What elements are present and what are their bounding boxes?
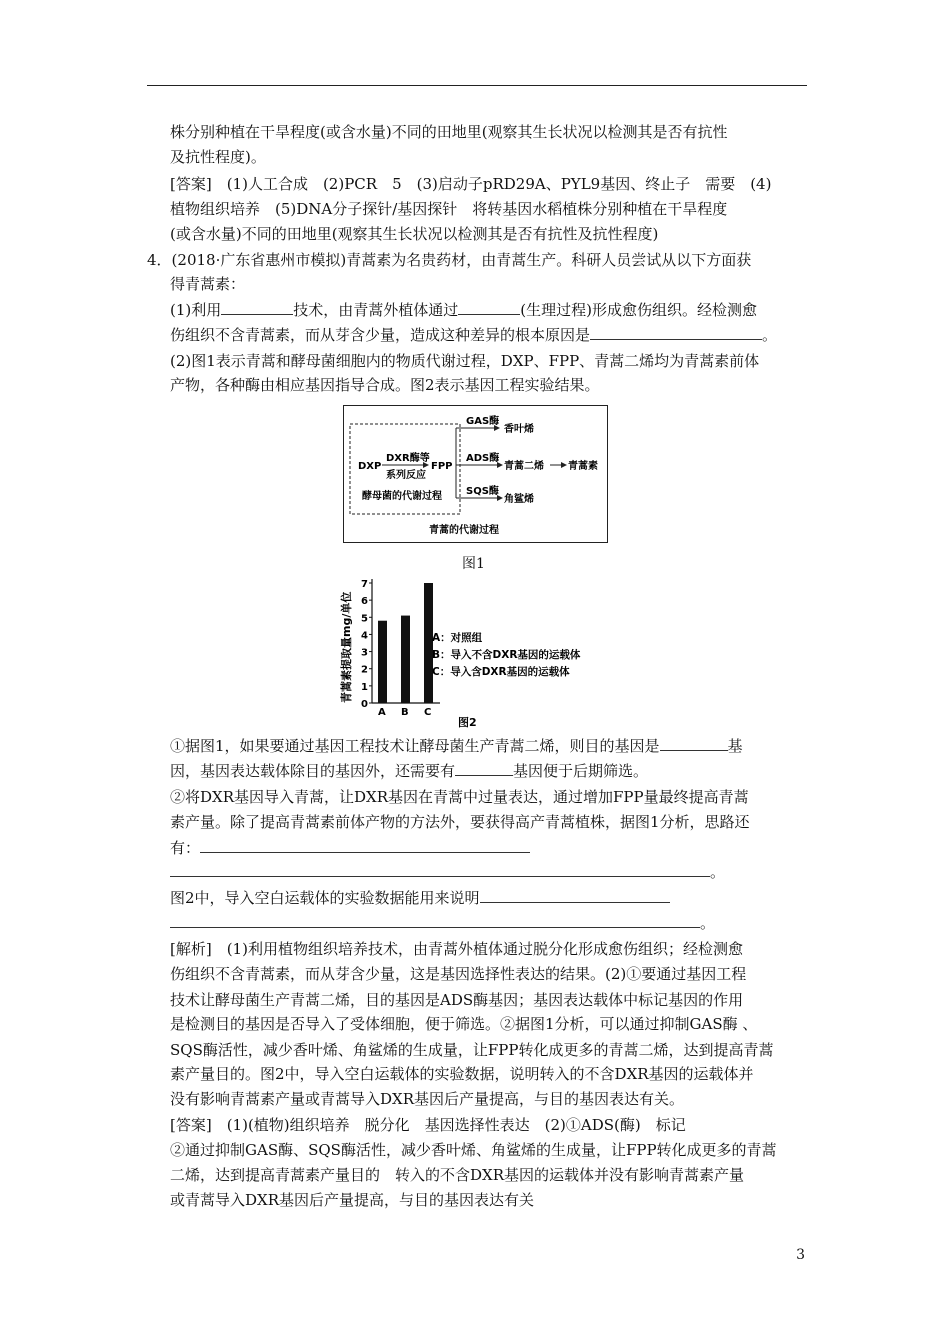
artemisinin-product: 青蒿素 xyxy=(568,461,598,472)
question-part1 xyxy=(170,300,757,320)
text-segment: 基 xyxy=(727,737,743,755)
amorphadiene-product: 青蒿二烯 xyxy=(504,461,544,472)
legend-entry: B：导入不含DXR基因的运载体 xyxy=(432,649,581,661)
fpp-label: FPP xyxy=(431,461,453,472)
bar-B xyxy=(401,616,410,703)
text-segment: 技术，由青蒿外植体通过 xyxy=(293,301,459,319)
x-tick-label: B xyxy=(401,707,409,718)
analysis-line: [解析] (1)利用植物组织培养技术，由青蒿外植体通过脱分化形成愈伤组织；经检测愈 xyxy=(170,940,743,958)
question-part2: 产物，各种酶由相应基因指导合成。图2表示基因工程实验结果。 xyxy=(170,376,600,394)
y-tick-label: 6 xyxy=(361,596,368,608)
fig2-question xyxy=(170,913,715,933)
sub-question1 xyxy=(170,761,648,781)
text-segment: (生理过程)形成愈伤组织。经检测愈 xyxy=(520,301,757,319)
answer-line: [答案] (1)人工合成 (2)PCR 5 (3)启动子pRD29A、PYL9基因、终止子 需要 (4) xyxy=(170,175,772,193)
text-segment: (1)利用 xyxy=(170,301,222,319)
analysis-line: 没有影响青蒿素产量或青蒿导入DXR基因后产量提高，与目的基因表达有关。 xyxy=(170,1090,685,1108)
text-segment: 图2中，导入空白运载体的实验数据能用来说明 xyxy=(170,889,480,907)
x-tick-label: A xyxy=(378,707,386,718)
analysis-line: 素产量目的。图2中，导入空白运载体的实验数据，说明转入的不含DXR基因的运载体并 xyxy=(170,1065,754,1083)
answer-blank[interactable] xyxy=(458,300,520,315)
text-segment: 因，基因表达载体除目的基因外，还需要有 xyxy=(170,762,456,780)
figure1-caption: 图1 xyxy=(462,556,485,572)
answer-line: (或含水量)不同的田地里(观察其生长状况以检测其是否有抗性及抗性程度) xyxy=(170,225,659,243)
squalene-product: 角鲨烯 xyxy=(504,494,534,505)
figure2-chart xyxy=(336,575,636,735)
y-tick-label: 3 xyxy=(361,647,368,659)
answer-line: [答案] (1)(植物)组织培养 脱分化 基因选择性表达 (2)①ADS(酶) 标记 xyxy=(170,1116,686,1134)
text-segment: 。 xyxy=(762,326,778,344)
x-tick-label: C xyxy=(424,707,432,718)
y-tick-label: 7 xyxy=(361,579,368,590)
dxp-label: DXP xyxy=(358,461,382,472)
answer-line: ②通过抑制GAS酶、SQS酶活性，减少香叶烯、角鲨烯的生成量，让FPP转化成更多的青蒿 xyxy=(170,1141,777,1159)
y-tick-label: 2 xyxy=(361,664,368,676)
y-tick-label: 1 xyxy=(361,681,368,693)
legend-entry: C：导入含DXR基因的运载体 xyxy=(432,666,570,678)
analysis-line: 技术让酵母菌生产青蒿二烯，目的基因是ADS酶基因；基因表达载体中标记基因的作用 xyxy=(170,991,744,1009)
ads-enzyme-label: ADS酶 xyxy=(466,453,500,464)
header-rule xyxy=(147,85,807,86)
bar-A xyxy=(378,621,387,703)
analysis-line: 是检测目的基因是否导入了受体细胞，便于筛选。②据图1分析，可以通过抑制GAS酶 、 xyxy=(170,1015,758,1033)
question-part1 xyxy=(170,325,777,345)
text-line: 株分别种植在干旱程度(或含水量)不同的田地里(观察其生长状况以检测其是否有抗性 xyxy=(170,123,728,141)
answer-blank[interactable] xyxy=(170,862,710,877)
yeast-label: 酵母菌的代谢过程 xyxy=(362,491,442,502)
answer-blank[interactable] xyxy=(480,888,670,903)
answer-blank[interactable] xyxy=(455,761,513,776)
text-segment: 伤组织不含青蒿素，而从芽含少量，造成这种差异的根本原因是 xyxy=(170,326,591,344)
answer-blank[interactable] xyxy=(200,838,530,853)
sub-question2 xyxy=(170,838,530,858)
y-axis-label: 青蒿素提取量mg/单位 xyxy=(340,591,353,703)
legend-entry: A：对照组 xyxy=(432,632,483,644)
geranyl-product: 香叶烯 xyxy=(504,424,534,435)
y-tick-label: 4 xyxy=(361,630,368,642)
text-segment: 。 xyxy=(700,914,716,932)
question-part2: (2)图1表示青蒿和酵母菌细胞内的物质代谢过程，DXP、FPP、青蒿二烯均为青蒿素前体 xyxy=(170,352,760,370)
question-title: 得青蒿素： xyxy=(170,275,246,293)
analysis-line: 伤组织不含青蒿素，而从芽含少量，这是基因选择性表达的结果。(2)①要通过基因工程 xyxy=(170,965,747,983)
sub-question2 xyxy=(170,862,725,882)
analysis-line: SQS酶活性，减少香叶烯、角鲨烯的生成量，让FPP转化成更多的青蒿二烯，达到提高青蒿 xyxy=(170,1041,774,1059)
text-segment: 有： xyxy=(170,839,201,857)
y-tick-label: 0 xyxy=(361,699,368,710)
text-segment: 。 xyxy=(710,863,726,881)
text-segment: 基因便于后期筛选。 xyxy=(513,762,649,780)
y-tick-label: 5 xyxy=(361,613,368,625)
answer-blank[interactable] xyxy=(221,300,293,315)
figure1-diagram xyxy=(343,405,608,543)
outer-label: 青蒿的代谢过程 xyxy=(429,525,499,536)
text-line: 及抗性程度)。 xyxy=(170,148,266,166)
sub-question1 xyxy=(170,736,743,756)
answer-line: 植物组织培养 (5)DNA分子探针/基因探针 将转基因水稻植株分别种植在干旱程度 xyxy=(170,200,728,218)
answer-blank[interactable] xyxy=(170,913,700,928)
text-segment: ①据图1，如果要通过基因工程技术让酵母菌生产青蒿二烯，则目的基因是 xyxy=(170,737,660,755)
answer-blank[interactable] xyxy=(590,325,762,340)
chart-title: 图2 xyxy=(458,716,477,729)
sqs-enzyme-label: SQS酶 xyxy=(466,486,499,497)
fig2-question xyxy=(170,888,670,908)
question-title: 4．(2018·广东省惠州市模拟)青蒿素为名贵药材，由青蒿生产。科研人员尝试从以下方面获 xyxy=(147,251,752,269)
gas-enzyme-label: GAS酶 xyxy=(466,416,500,427)
answer-blank[interactable] xyxy=(660,736,728,751)
reaction-label: 系列反应 xyxy=(386,470,426,481)
sub-question2: 素产量。除了提高青蒿素前体产物的方法外，要获得高产青蒿植株，据图1分析，思路还 xyxy=(170,813,750,831)
enzyme-label: DXR酶等 xyxy=(386,453,430,464)
answer-line: 二烯，达到提高青蒿素产量目的 转入的不含DXR基因的运载体并没有影响青蒿素产量 xyxy=(170,1166,745,1184)
sub-question2: ②将DXR基因导入青蒿，让DXR基因在青蒿中过量表达，通过增加FPP量最终提高青蒿 xyxy=(170,788,749,806)
answer-line: 或青蒿导入DXR基因后产量提高，与目的基因表达有关 xyxy=(170,1191,535,1209)
page-number: 3 xyxy=(796,1247,805,1263)
